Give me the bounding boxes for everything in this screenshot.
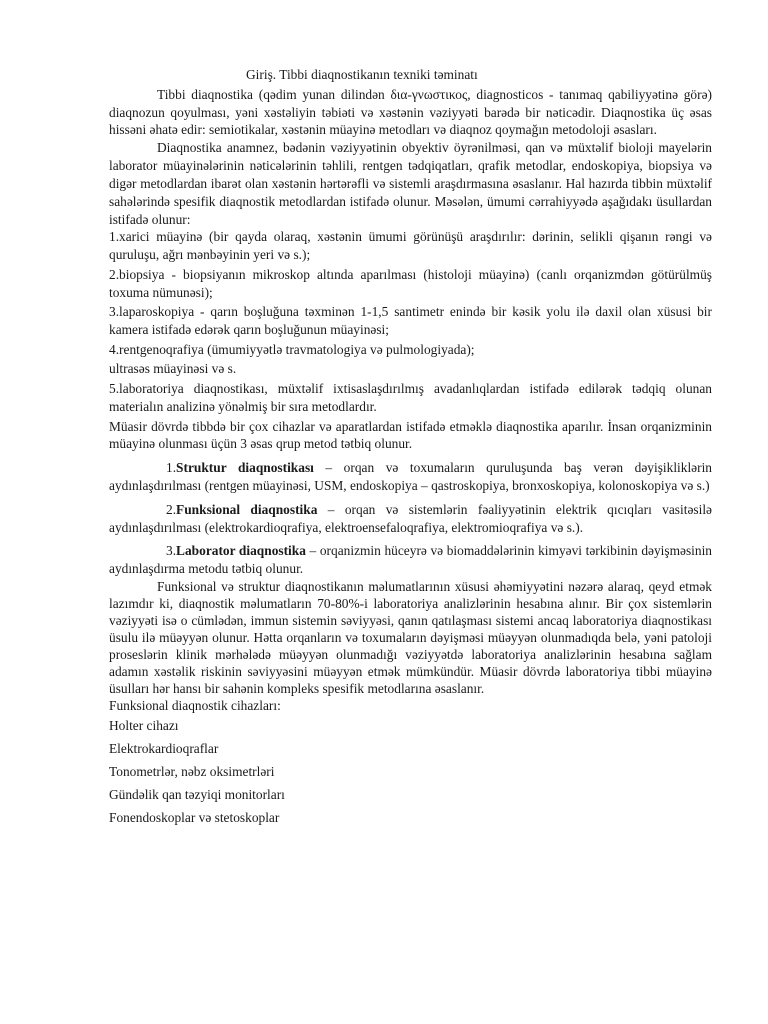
modern-paragraph: Müasir dövrdə tibbdə bir çox cihazlar və aparatlardan istifadə etməklə diaqnostika aparılır. İnsan orqanizminin müayinə olunması üçün 3 əsas qrup metod tətbiq olunur. <box>109 418 712 452</box>
list-item: ultrasəs müayinəsi və s. <box>109 361 237 377</box>
devices-heading: Funksional diaqnostik cihazları: <box>109 698 281 714</box>
list-item: 2.biopsiya - biopsiyanın mikroskop altında aparılması (histoloji müayinə) (canlı orqanizmdən götürülmüş toxuma nümunəsi); <box>109 266 712 300</box>
group-term: Funksional diaqnostika <box>176 501 318 517</box>
list-item: 5.laboratoriya diaqnostikası, müxtəlif ixtisaslaşdırılmış avadanlıqlardan istifadə edilərək tədqiq olunan materialın analizinə yönəlmiş bir sıra metodlardır. <box>109 381 712 414</box>
list-item: Holter cihazı <box>109 718 179 734</box>
document-title: Giriş. Tibbi diaqnostikanın texniki təminatı <box>246 67 478 82</box>
list-item: Fonendoskoplar və stetoskoplar <box>109 810 280 826</box>
group-term: Laborator diaqnostika <box>176 543 306 559</box>
devices-list <box>109 697 712 827</box>
lab-paragraph: Funksional və struktur diaqnostikanın məlumatlarının xüsusi əhəmiyyətini nəzərə alaraq, qeyd etmək lazımdır ki, diaqnostik məlumatların 70-80%-i laboratoriya analizlərinin hesabına alınır. Bir çox sistemlərin vəziyyəti isə o cümlədən, immun sistemin səviyyəsi, qanın qatılaşması sistemi ancaq laboratoriya diaqnostikası üsulu ilə müəyyən olunur. Hətta orqanların və toxumaların dəyişməsi müəyyən olunmadıqda belə, yəni patoloji proseslərin klinik mərhələdə müəyyən olunmadığı vəziyyətdə laboratoriya analizlərinin hesabına sağlam adamın xəstəlik riskinin səviyyəsini müəyyən etmək mümkündür. Müasir dövrdə laboratoriya tibbi müayinə üsulları hər hansı bir sahənin kompleks spesifik metodlarına əsaslanır. <box>109 579 712 697</box>
methods-list <box>109 228 712 415</box>
methods-paragraph: Diaqnostika anamnez, bədənin vəziyyətinin obyektiv öyrənilməsi, qan və müxtəlif bioloji mayelərin laborator müayinələrinin nəticələrinin təhlili, rentgen tədqiqatları, qrafik metodlar, endoskopiya, biopsiya və digər metodlardan ibarət olan xəstənin hərtərəfli və sistemli araşdırmasına əsaslanır. Hal hazırda tibbin müxtəlif sahələrində spesifik diaqnostik metodlardan istifadə olunur. Məsələn, ümumi cərrahiyyədə aşağıdakı üsullardan istifadə olunur: <box>109 140 712 227</box>
list-item: Gündəlik qan təzyiqi monitorları <box>109 787 285 803</box>
group-functional: 2.Funksional diaqnostika – orqan və sistemlərin fəaliyyətinin elektrik qıcıqları vasitəsilə aydınlaşdırılması (elektrokardioqrafiya, elektroensefaloqrafiya, elektromioqrafiya və s.). <box>109 501 712 535</box>
list-item: 4.rentgenoqrafiya (ümumiyyətlə travmatologiya və pulmologiyada); <box>109 341 475 357</box>
group-laboratory: 3.Laborator diaqnostika – orqanizmin hüceyrə və biomaddələrinin kimyəvi tərkibinin dəyişməsinin aydınlaşdırma metodu tətbiq olunur. <box>109 543 712 577</box>
list-item: 3.laparoskopiya - qarın boşluğuna təxminən 1-1,5 santimetr enində bir kəsik yolu ilə daxil olan xüsusi bir kamera istifadə edərək qarın boşluğunun müayinəsi; <box>109 304 712 338</box>
list-item: 1.xarici müayinə (bir qayda olaraq, xəstənin ümumi görünüşü araşdırılır: dərinin, selikli qişanın rəngi və quruluşu, ağrı mənbəyinin yeri və s.); <box>109 229 712 263</box>
group-term: Struktur diaqnostikası <box>176 460 314 476</box>
group-structural: 1.Struktur diaqnostikası – orqan və toxumaların quruluşunda baş verən dəyişikliklərin aydınlaşdırılması (rentgen müayinəsi, USM, endoskopiya – qastroskopiya, bronxoskopiya, kolonoskopiya və s.) <box>109 460 712 493</box>
list-item: Elektrokardioqraflar <box>109 741 219 757</box>
list-item: Tonometrlər, nəbz oksimetrləri <box>109 764 275 780</box>
intro-paragraph: Tibbi diaqnostika (qədim yunan dilindən δια-γνωστικος, diagnosticos - tanımaq qabiliyyətinə görə) diaqnozun qoyulması, yəni xəstəliyin təbiəti və xəstənin vəziyyəti barədə bir nəticədir. Diaqnostika üç əsas hissəni əhatə edir: semiotikalar, xəstənin müayinə metodları və diaqnoz qoymağın metodoloji əsasları. <box>109 86 712 138</box>
